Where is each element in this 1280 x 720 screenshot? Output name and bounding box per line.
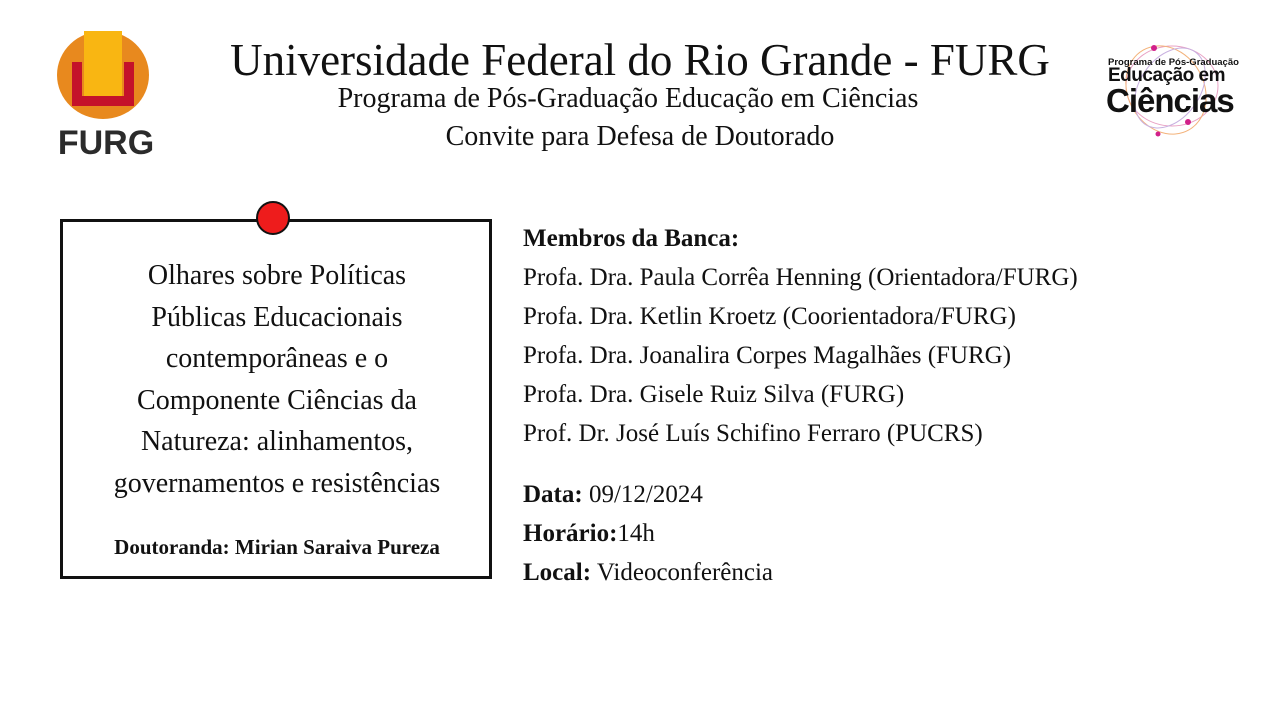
date-line xyxy=(523,475,703,514)
place-value: Videoconferência xyxy=(591,559,774,586)
thesis-title-line: governamentos e resistências xyxy=(113,467,441,499)
place-line xyxy=(523,553,773,592)
thesis-title-line: Componente Ciências da xyxy=(137,384,417,416)
date-value: 09/12/2024 xyxy=(582,481,703,508)
invitation-subtitle: Convite para Defesa de Doutorado xyxy=(445,121,835,152)
ppg-logo-line1: Programa de Pós-Graduação xyxy=(1108,57,1239,68)
banca-member: Profa. Dra. Ketlin Kroetz (Coorientadora/FURG) xyxy=(523,303,1016,330)
pin-icon xyxy=(256,201,290,235)
thesis-title-line: contemporâneas e o xyxy=(165,343,389,374)
banca-member: Profa. Dra. Gisele Ruiz Silva (FURG) xyxy=(523,381,905,408)
banca-heading: Membros da Banca: xyxy=(523,225,740,252)
thesis-title-line: Natureza: alinhamentos, xyxy=(140,426,414,457)
time-label: Horário: xyxy=(523,520,618,547)
thesis-title-line: Públicas Educacionais xyxy=(151,301,403,333)
banca-member: Prof. Dr. José Luís Schifino Ferraro (PUCRS) xyxy=(523,420,983,447)
doctoranda-name: Doutoranda: Mirian Saraiva Pureza xyxy=(114,535,440,559)
time-value: 14h xyxy=(617,520,655,547)
banca-member: Profa. Dra. Paula Corrêa Henning (Orientadora/FURG) xyxy=(523,264,1078,291)
banca-member: Profa. Dra. Joanalira Corpes Magalhães (FURG) xyxy=(523,342,1012,369)
thesis-title xyxy=(63,255,491,504)
place-label: Local: xyxy=(523,559,592,586)
date-label: Data: xyxy=(523,481,583,508)
furg-logo-text: FURG xyxy=(57,124,155,162)
time-line xyxy=(523,514,655,553)
university-title: Universidade Federal do Rio Grande - FURG xyxy=(230,35,1050,85)
ppg-logo-line2: Educação em xyxy=(1108,65,1225,86)
program-subtitle: Programa de Pós-Graduação Educação em Ciências xyxy=(337,83,919,114)
ppg-logo-line3: Ciências xyxy=(1106,82,1234,119)
thesis-title-line: Olhares sobre Políticas xyxy=(147,260,407,291)
